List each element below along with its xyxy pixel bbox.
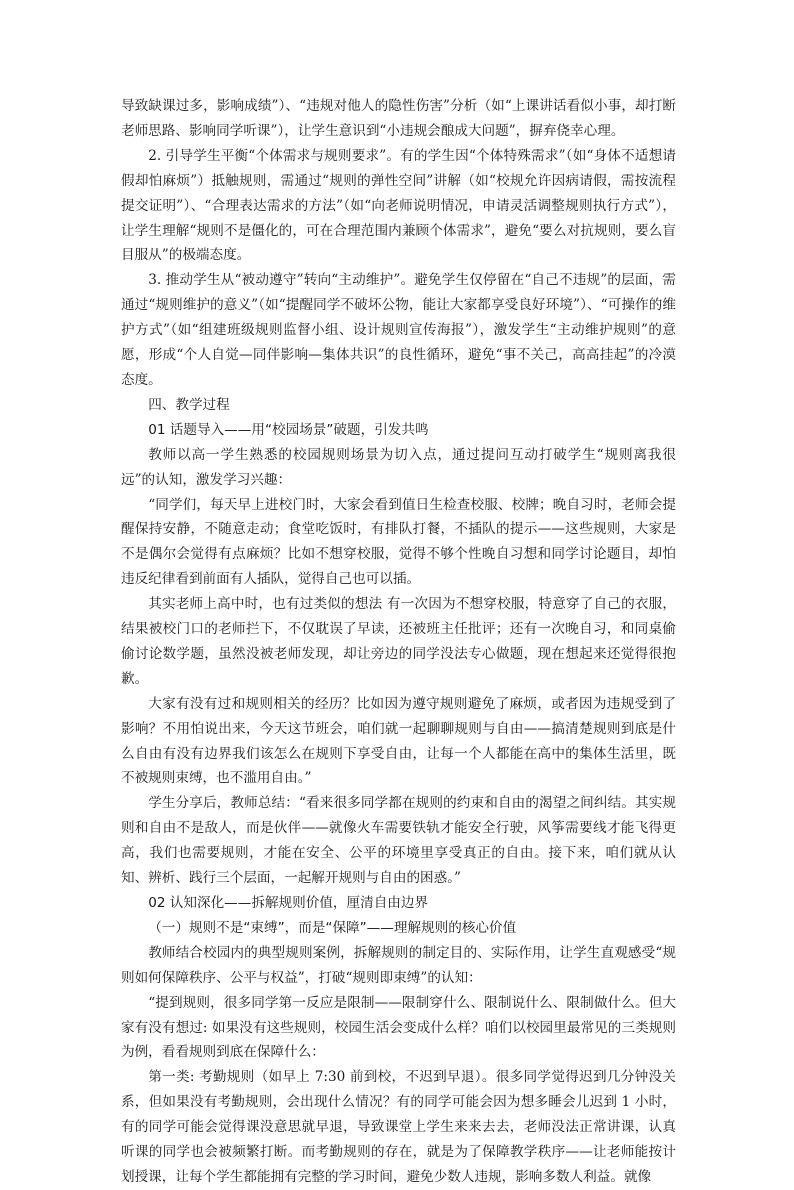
body-paragraph: 2. 引导学生平衡“个体需求与规则要求”。有的学生因“个体特殊需求”（如“身体不适想请假却怕麻烦”）抵触规则，需通过“规则的弹性空间”讲解（如“校规允许因病请假，需按流程提交证明”）、“合理表达需求的方法”（如“向老师说明情况，申请灵活调整规则执行方式”），让学生理解“规则不是僵化的，可在合理范围内兼顾个体需求”，避免“要么对抗规则，要么盲目服从”的极端态度。 <box>121 147 676 264</box>
section-heading: 02 认知深化——拆解规则价值，厘清自由边界 <box>148 895 429 911</box>
body-paragraph: 学生分享后，教师总结：“看来很多同学都在规则的约束和自由的渴望之间纠结。其实规则和自由不是敌人，而是伙伴——就像火车需要铁轨才能安全行驶，风筝需要线才能飞得更高，我们也需要规则，才能在安全、公平的环境里享受真正的自由。接下来，咱们就从认知、辨析、践行三个层面，一起解开规则与自由的困惑。” <box>121 795 676 887</box>
document-page <box>121 94 676 1190</box>
body-paragraph: 教师结合校园内的典型规则案例，拆解规则的制定目的、实际作用，让学生直观感受“规则如何保障秩序、公平与权益”，打破“规则即束缚”的认知： <box>121 944 676 986</box>
body-paragraph: “提到规则，很多同学第一反应是限制——限制穿什么、限制说什么、限制做什么。但大家有没有想过: 如果没有这些规则，校园生活会变成什么样？咱们以校园里最常见的三类规则为例，看看规则到底在保障什么： <box>121 994 676 1061</box>
section-heading: 01 话题导入——用“校园场景”破题，引发共鸣 <box>148 421 429 438</box>
body-paragraph: 第一类: 考勤规则（如早上 7:30 前到校，不迟到早退）。很多同学觉得迟到几分钟没关系，但如果没有考勤规则，会出现什么情况？有的同学可能会因为想多睡会儿迟到 1 小时，有的同学可能会觉得课没意思就早退，导致课堂上学生来来去去，老师没法正常讲课，认真听课的同学也会被频繁打断。而考勤规则的存在，就是为了保障教学秩序——让老师能按计划授课，让每个学生都能拥有完整的学习时间，避免少数人违规，影响多数人利益。就像 <box>121 1069 676 1185</box>
body-paragraph: 其实老师上高中时，也有过类似的想法 有一次因为不想穿校服，特意穿了自己的衣服，结果被校门口的老师拦下，不仅耽误了早读，还被班主任批评；还有一次晚自习，和同桌偷偷讨论数学题，虽然没被老师发现，却让旁边的同学没法专心做题，现在想起来还觉得很抱歉。 <box>121 596 676 687</box>
body-paragraph: 导致缺课过多，影响成绩”）、“违规对他人的隐性伤害”分析（如“上课讲话看似小事，却打断老师思路、影响同学听课”），让学生意识到“小违规会酿成大问题”，摒弃侥幸心理。 <box>121 98 676 139</box>
body-paragraph: 3. 推动学生从“被动遵守”转向“主动维护”。避免学生仅停留在“自己不违规”的层面，需通过“规则维护的意义”（如“提醒同学不破坏公物，能让大家都享受良好环境”）、“可操作的维护方式”（如“组建班级规则监督小组、设计规则宣传海报”），激发学生“主动维护规则”的意愿，形成“个人自觉—同伴影响—集体共识”的良性循环，避免“事不关己，高高挂起”的冷漠态度。 <box>121 272 676 388</box>
body-paragraph: 大家有没有过和规则相关的经历？比如因为遵守规则避免了麻烦，或者因为违规受到了影响？不用怕说出来，今天这节班会，咱们就一起聊聊规则与自由——搞清楚规则到底是什么自由有没有边界我们该怎么在规则下享受自由，让每一个人都能在高中的集体生活里，既不被规则束缚，也不滥用自由。” <box>121 695 676 787</box>
section-heading: （一）规则不是“束缚”，而是“保障”——理解规则的核心价值 <box>148 919 517 936</box>
body-paragraph: 教师以高一学生熟悉的校园规则场景为切入点，通过提问互动打破学生“规则离我很远”的认知，激发学习兴趣： <box>121 446 676 488</box>
body-paragraph: “同学们，每天早上进校门时，大家会看到值日生检查校服、校牌；晚自习时，老师会提醒保持安静，不随意走动；食堂吃饭时，有排队打餐，不插队的提示——这些规则，大家是不是偶尔会觉得有点麻烦？比如不想穿校服，觉得不够个性晚自习想和同学讨论题目，却怕违反纪律看到前面有人插队，觉得自己也可以插。 <box>121 496 676 588</box>
section-heading: 四、教学过程 <box>148 396 230 413</box>
